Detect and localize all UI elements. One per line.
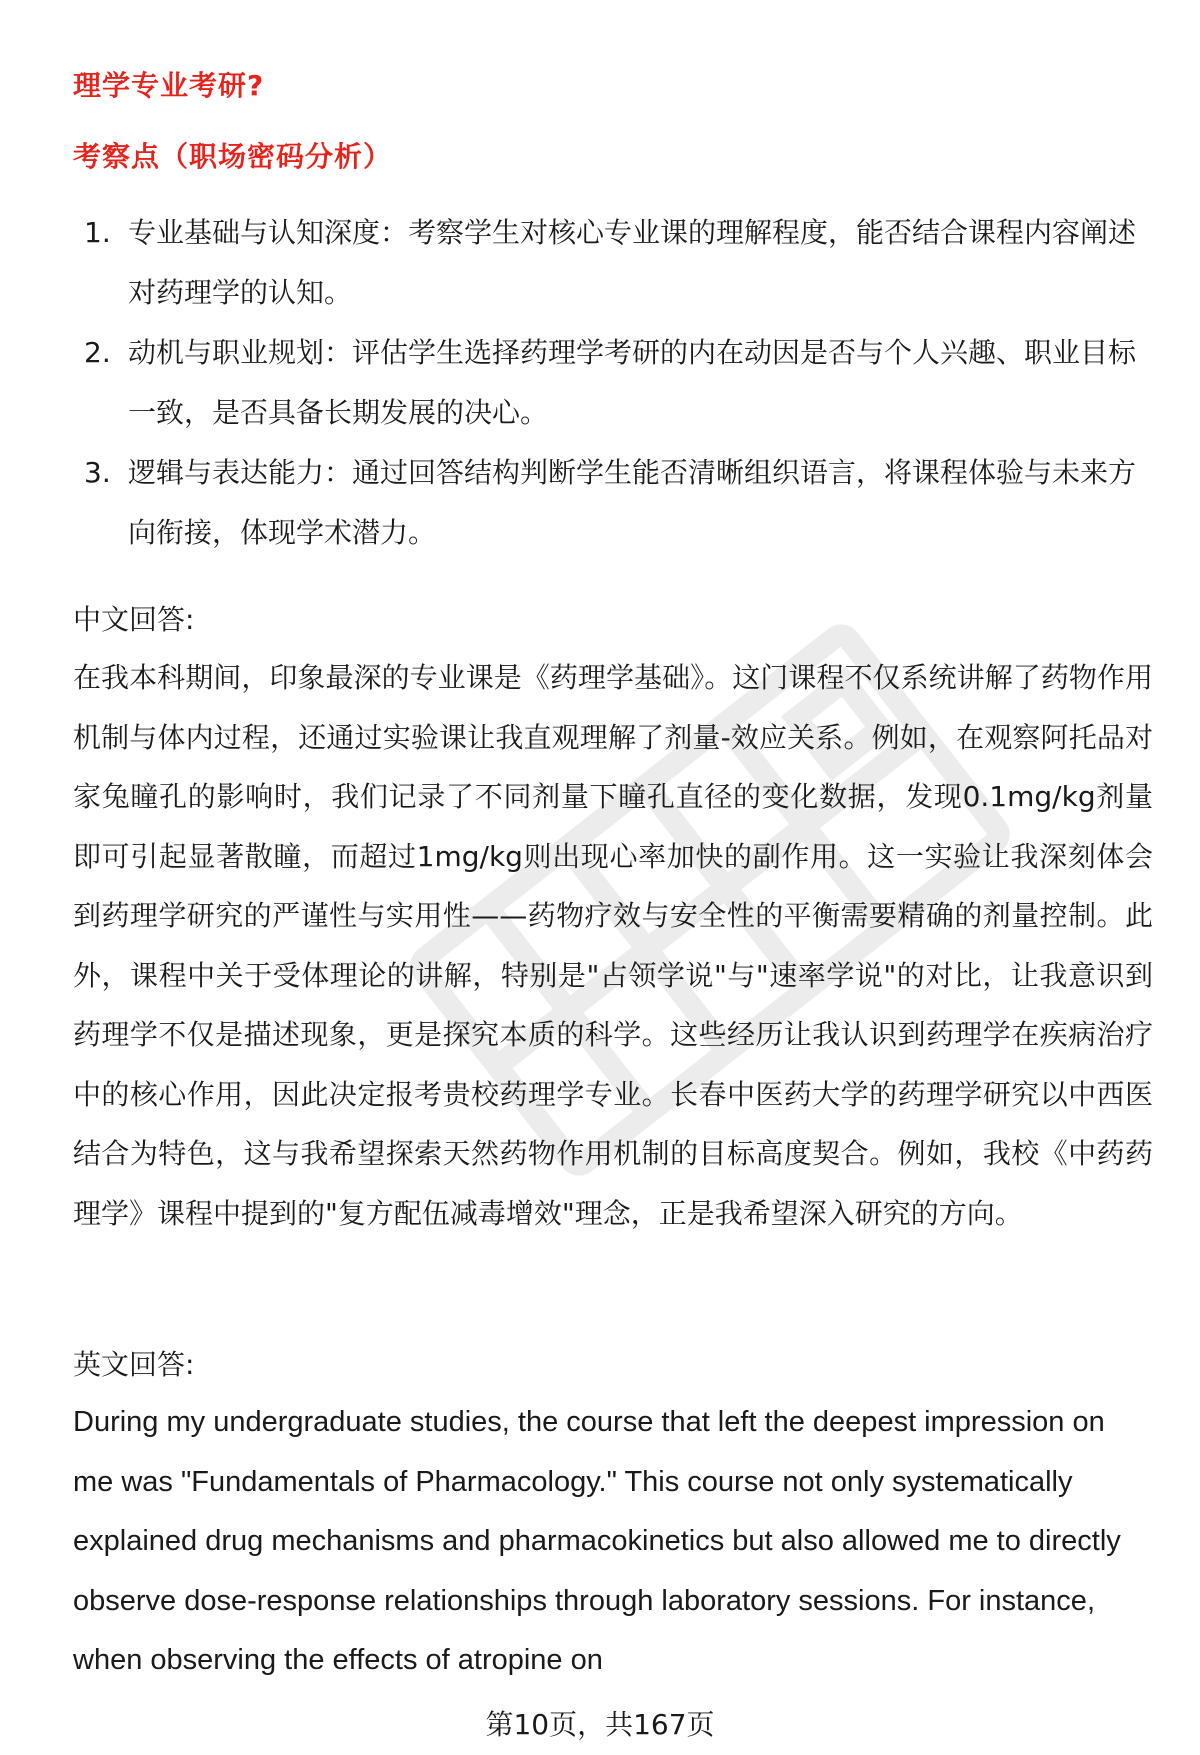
list-item-text: 专业基础与认知深度：考察学生对核心专业课的理解程度，能否结合课程内容阐述对药理学的认知。 (128, 216, 1137, 309)
chinese-answer-text: 在我本科期间，印象最深的专业课是《药理学基础》。这门课程不仅系统讲解了药物作用机制与体内过程，还通过实验课让我直观理解了剂量-效应关系。例如，在观察阿托品对家兔瞳孔的影响时，我们记录了不同剂量下瞳孔直径的变化数据，发现0.1mg/kg剂量即可引起显著散瞳，而超过1mg/kg则出现心率加快的副作用。这一实验让我深刻体会到药理学研究的严谨性与实用性——药物疗效与安全性的平衡需要精确的剂量控制。此外，课程中关于受体理论的讲解，特别是"占领学说"与"速率学说"的对比，让我意识到药理学不仅是描述现象，更是探究本质的科学。这些经历让我认识到药理学在疾病治疗中的核心作用，因此决定报考贵校药理学专业。长春中医药大学的药理学研究以中西医结合为特色，这与我希望探索天然药物作用机制的目标高度契合。例如，我校《中药药理学》课程中提到的"复方配伍减毒增效"理念，正是我希望深入研究的方向。 (73, 661, 1153, 1230)
list-item (84, 323, 1144, 443)
chinese-answer-label: 中文回答: (73, 603, 195, 636)
list-item (84, 443, 1144, 563)
list-item-text: 动机与职业规划：评估学生选择药理学考研的内在动因是否与个人兴趣、职业目标一致，是否具备长期发展的决心。 (128, 336, 1137, 429)
list-item-number: 3. (84, 456, 111, 489)
list-item-number: 2. (84, 336, 111, 369)
english-answer-text: During my undergraduate studies, the course that left the deepest impression on me was "Fundamentals of Pharmacology." This course not only systematically explained drug mechanisms and pharmacokinetics but also allowed me to directly observe dose-response relationships through laboratory sessions. For instance, when observing the effects of atropine on (73, 1406, 1121, 1676)
list-item-number: 1. (84, 216, 111, 249)
question-heading: 理学专业考研? (73, 69, 265, 102)
list-item-text: 逻辑与表达能力：通过回答结构判断学生能否清晰组织语言，将课程体验与未来方向衔接，体现学术潜力。 (128, 456, 1137, 549)
list-item (84, 203, 1144, 323)
english-answer-label: 英文回答: (73, 1348, 195, 1381)
focus-heading: 考察点（职场密码分析） (73, 140, 393, 173)
page-indicator: 第10页，共167页 (485, 1708, 715, 1741)
focus-point-list (84, 203, 1144, 563)
